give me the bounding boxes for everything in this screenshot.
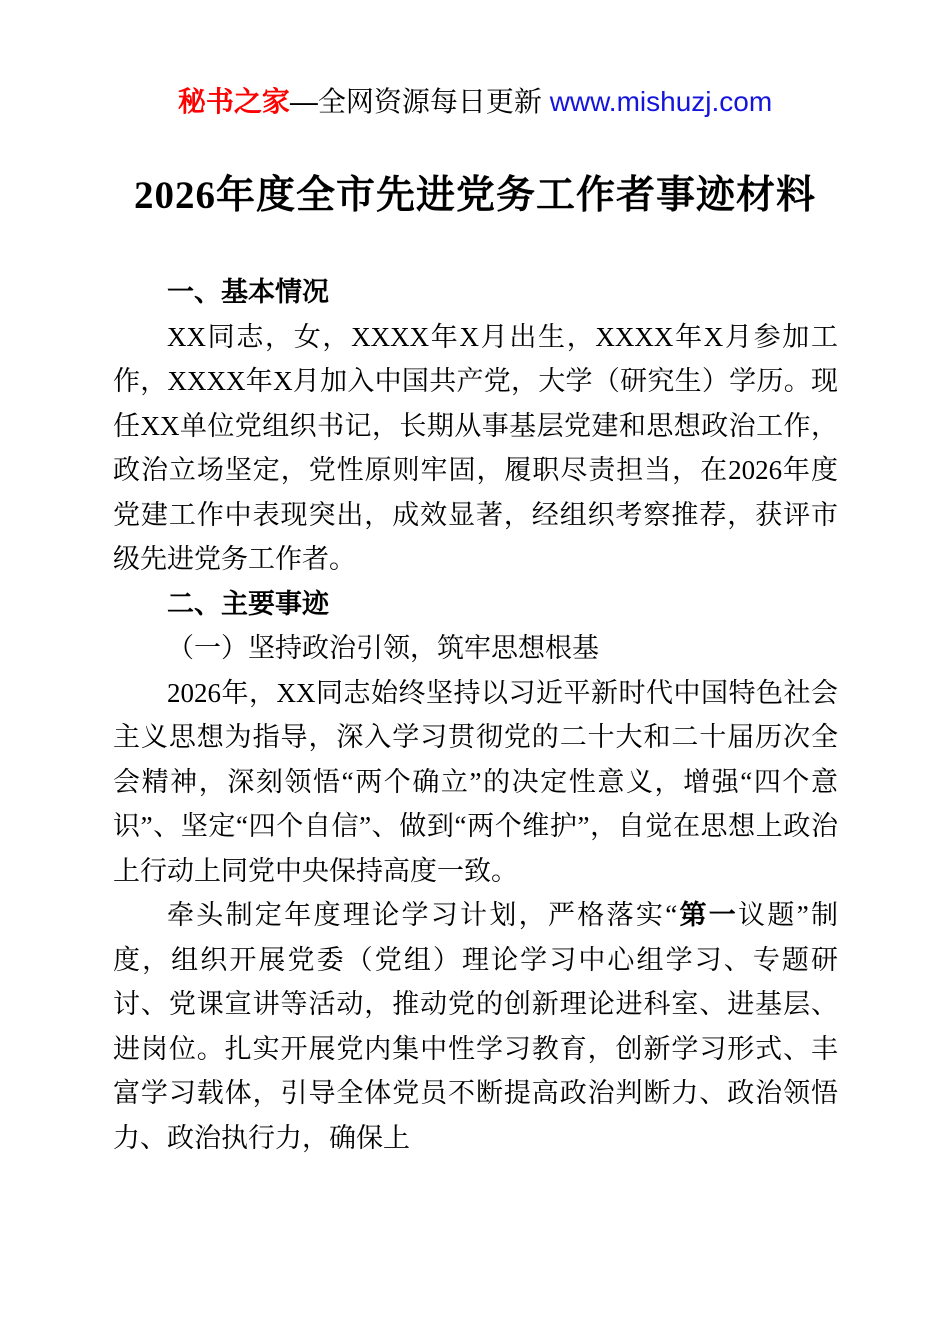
section-heading-basic-info: 一、基本情况	[167, 277, 329, 307]
site-url-link[interactable]: www.mishuzj.com	[549, 86, 773, 117]
section-heading-main-deeds: 二、主要事迹	[167, 588, 329, 619]
paragraph-theory-study-segment-1: 牵头制定年度理论学习计划，严格落实“	[167, 900, 678, 930]
paragraph-theory-study	[113, 893, 838, 1160]
paragraph-political-guidance: 2026年，XX同志始终坚持以习近平新时代中国特色社会主义思想为指导，深入学习贯彻党的二十大和二十届历次全会精神，深刻领悟“两个确立”的决定性意义，增强“四个意识”、坚定“四个自信”、做到“两个维护”，自觉在思想上政治上行动上同党中央保持高度一致。	[113, 677, 838, 886]
paragraph-theory-study-bold-term: 第一	[677, 900, 739, 930]
paragraph-basic-info: XX同志，女，XXXX年X月出生，XXXX年X月参加工作，XXXX年X月加入中国共产党，大学（研究生）学历。现任XX单位党组织书记，长期从事基层党建和思想政治工作，政治立场坚定，党性原则牢固，履职尽责担当，在2026年度党建工作中表现突出，成效显著，经组织考察推荐，获评市级先进党务工作者。	[113, 321, 838, 574]
brand-text: 秘书之家	[177, 86, 290, 117]
document-title: 2026年度全市先进党务工作者事迹材料	[133, 174, 816, 217]
subsection-heading-political-guidance: （一）坚持政治引领，筑牢思想根基	[167, 633, 599, 663]
header-banner	[0, 82, 950, 122]
paragraph-theory-study-segment-2: 议题”制度，组织开展党委（党组）理论学习中心组学习、专题研讨、党课宣讲等活动，推动党的创新理论进科室、进基层、进岗位。扎实开展党内集中性学习教育，创新学习形式、丰富学习载体，引导全体党员不断提高政治判断力、政治领悟力、政治执行力，确保上	[113, 900, 839, 1153]
document-body	[113, 270, 838, 1160]
tagline-text: —全网资源每日更新	[289, 86, 542, 117]
